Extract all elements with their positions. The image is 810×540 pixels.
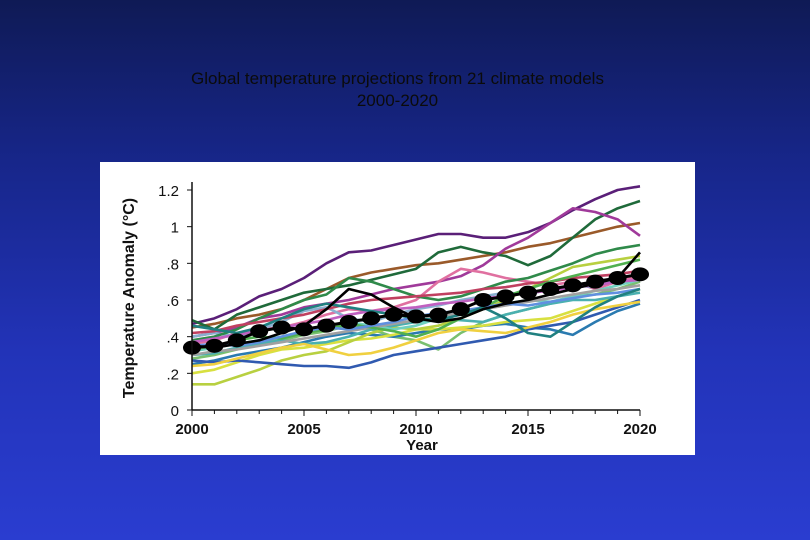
mean-marker-point [228,333,246,347]
mean-marker-point [385,308,403,322]
y-tick-label: .8 [166,256,179,274]
slide-title [0,68,795,112]
mean-marker-point [541,282,559,296]
series-line-1 [192,186,640,323]
y-tick-label: .4 [166,329,179,347]
x-tick-label: 2020 [623,421,657,438]
x-tick-label: 2000 [175,421,209,438]
mean-marker-point [340,315,358,329]
mean-marker-point [295,322,313,336]
mean-marker-point [497,289,515,303]
temperature-projection-chart [100,162,695,455]
mean-marker-point [273,321,291,335]
y-tick-label: 1 [170,219,179,237]
mean-marker-point [317,319,335,333]
mean-marker-point [631,267,649,281]
x-tick-label: 2010 [399,421,433,438]
mean-marker-point [474,293,492,307]
mean-marker-point [250,324,268,338]
mean-marker-point [452,302,470,316]
mean-marker-point [519,286,537,300]
mean-marker-point [205,339,223,353]
mean-marker-point [609,271,627,285]
slide-title-line1: Global temperature projections from 21 climate models [191,69,604,88]
mean-marker-point [429,308,447,322]
x-tick-label: 2015 [511,421,545,438]
y-tick-label: .2 [166,366,179,384]
y-axis-label: Temperature Anomaly (°C) [121,197,138,399]
x-tick-label: 2005 [287,421,321,438]
chart-panel [100,162,695,455]
x-axis-label: Year [406,437,438,454]
y-tick-label: .6 [166,293,179,310]
mean-marker-point [564,278,582,292]
y-tick-label: 0 [170,403,179,420]
mean-marker-point [586,275,604,289]
y-tick-label: 1.2 [158,183,179,200]
slide-title-line2: 2000-2020 [356,91,439,110]
mean-marker-point [407,310,425,324]
mean-marker-point [362,311,380,325]
